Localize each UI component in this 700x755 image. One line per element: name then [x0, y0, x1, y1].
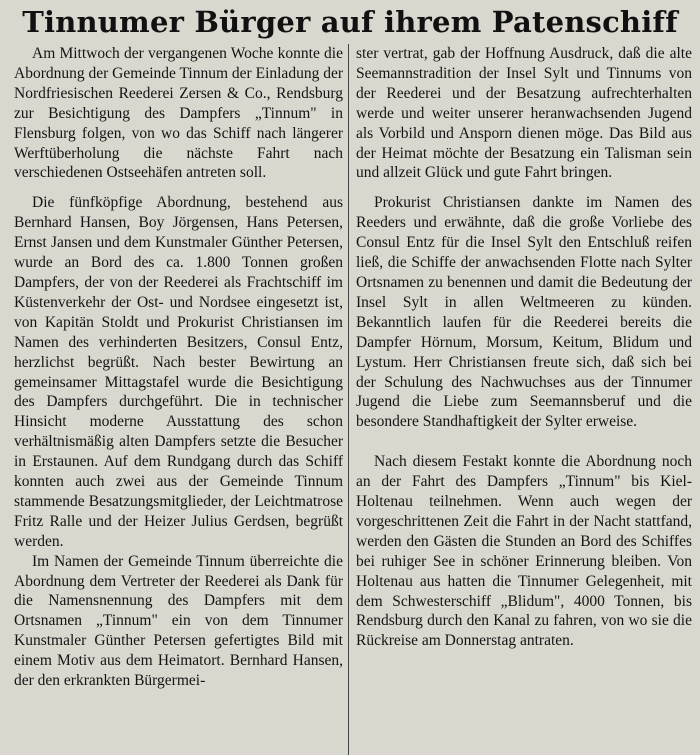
- column-divider: [348, 44, 349, 755]
- paragraph: ster vertrat, gab der Hoffnung Ausdruck, daß die alte Seemannstradition der Insel Sylt und Tinnums von der Reederei und der Besatzung aufrechterhalten werde und weiter unserer heranwachsenden Jugend als Vorbild und Ansporn dienen möge. Das Bild aus der Heimat möchte der Besatzung ein Talisman sein und allzeit Glück und gute Fahrt bringen.: [356, 45, 692, 182]
- paragraph: Im Namen der Gemeinde Tinnum überreichte die Abordnung dem Vertreter der Reederei als Dank für die Namensnennung des Dampfers mit dem Ortsnamen „Tinnum" ein von dem Tinnumer Kunstmaler Günther Petersen gefertigtes Bild mit einem Motiv aus dem Heimatort. Bernhard Hansen, der den erkrankten Bürgermei-: [14, 552, 343, 690]
- paragraph: Prokurist Christiansen dankte im Namen des Reeders und erwähnte, daß die große Vorliebe des Consul Entz für die Insel Sylt den Entschluß reifen ließ, die Schiffe der anwachsenden Flotte nach Sylter Ortsnamen zu benennen und damit die Bedeutung der Insel Sylt in allen Weltmeeren zu künden. Bekanntlich laufen für die Reederei bereits die Dampfer Hörnum, Morsum, Keitum, Blidum und Lystum. Herr Christiansen freute sich, daß sich bei der Schulung des Nachwuchses aus der Tinnumer Jugend die Liebe zum Seemannsberuf und die besondere Standhaftigkeit der Sylter erweise.: [356, 194, 692, 431]
- paragraph: Die fünfköpfige Abordnung, bestehend aus Bernhard Hansen, Boy Jörgensen, Hans Petersen, Ernst Jansen und dem Kunstmaler Günther Petersen, wurde an Bord des ca. 1.800 Tonnen großen Dampfers, der von der Reederei als Frachtschiff im Küstenverkehr der Ost- und Nordsee eingesetzt ist, von Kapitän Stoldt und Prokurist Christiansen im Namen des verhinderten Besitzers, Consul Entz, herzlichst begrüßt. Nach bester Bewirtung an gemeinsamer Mittagstafel wurde die Besichtigung des Dampfers durchgeführt. Die in technischer Hinsicht moderne Ausstattung des schon verhältnismäßig alten Dampfers setzte die Besucher in Erstaunen. Auf dem Rundgang durch das Schiff konnten auch zwei aus der Gemeinde Tinnum stammende Besatzungsmitglieder, der Leichtmatrose Fritz Ralle und der Heizer Julius Gerdsen, begrüßt werden.: [14, 194, 343, 550]
- paragraph: Am Mittwoch der vergangenen Woche konnte die Abordnung der Gemeinde Tinnum der Einladung der Nordfriesischen Reederei Zersen & Co., Rendsburg zur Besichtigung des Dampfers „Tinnum" in Flensburg folgen, von wo das Schiff nach längerer Werftüberholung die nächste Fahrt nach verschiedenen Ostseehäfen antreten soll.: [14, 45, 343, 182]
- paragraph: Nach diesem Festakt konnte die Abordnung noch an der Fahrt des Dampfers „Tinnum" bis Kiel-Holtenau teilnehmen. Wenn auch wegen der vorgeschrittenen Zeit die Fahrt in der Nacht stattfand, werden den Gästen die Stunden an Bord des Schiffes bei ruhiger See in schöner Erinnerung bleiben. Von Holtenau aus hatten die Tinnumer Gelegenheit, mit dem Schwesterschiff „Blidum", 4000 Tonnen, bis Rendsburg durch den Kanal zu fahren, von wo sie die Rückreise am Donnerstag antraten.: [356, 453, 692, 650]
- right-column: [356, 44, 692, 755]
- article-headline: Tinnumer Bürger auf ihrem Patenschiff: [22, 5, 678, 39]
- left-column: [14, 44, 343, 755]
